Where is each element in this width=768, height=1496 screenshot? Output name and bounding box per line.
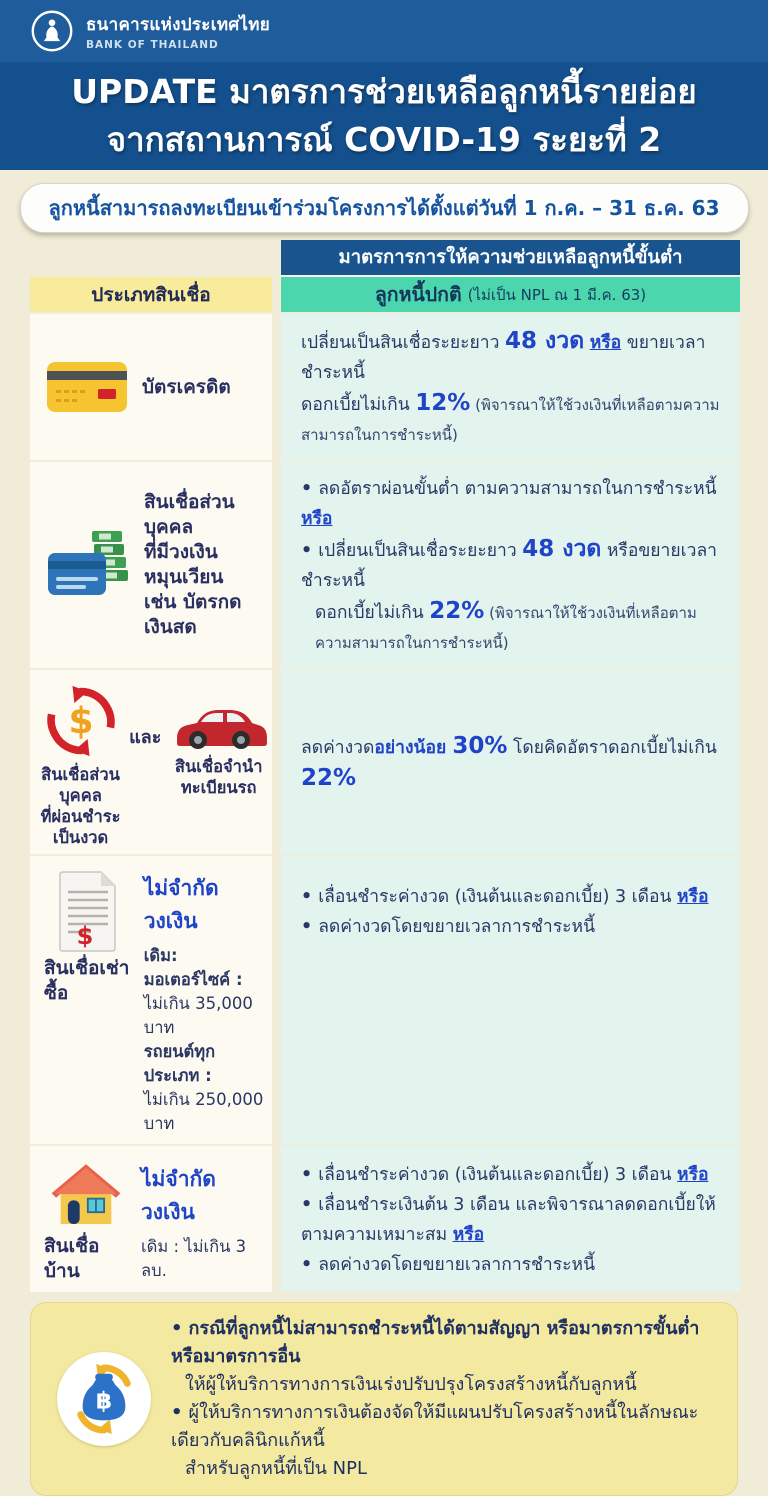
- table-corner-spacer: [30, 240, 272, 277]
- text: เลื่อนชำระค่างวด (เงินต้นและดอกเบี้ย) 3 เดือน: [318, 1165, 678, 1185]
- bullet-icon: •: [301, 917, 313, 937]
- no-credit-limit-label: ไม่จำกัดวงเงิน: [143, 876, 219, 933]
- and-connector: และ: [129, 727, 162, 748]
- hire-purchase-bullet2: [301, 912, 726, 942]
- row-hire-purchase-type: [30, 854, 272, 1144]
- revolving-measure-line3: [301, 596, 726, 658]
- page-title-line2: จากสถานการณ์ COVID-19 ระยะที่ 2: [106, 120, 662, 159]
- or-word: หรือ: [677, 1165, 709, 1185]
- text: สำหรับลูกหนี้ที่เป็น NPL: [185, 1458, 367, 1479]
- label-line: ที่ผ่อนชำระเป็นงวด: [40, 807, 121, 847]
- row-credit-card-type: [30, 312, 272, 460]
- registration-period-banner: ลูกหนี้สามารถลงทะเบียนเข้าร่วมโครงการได้ตั้งแต่วันที่ 1 ก.ค. – 31 ธ.ค. 63: [20, 183, 749, 233]
- bank-name-english: BANK OF THAILAND: [86, 39, 219, 51]
- loan-type-column-header: ประเภทสินเชื่อ: [30, 277, 272, 312]
- measures-table: [30, 240, 738, 1292]
- invoice-document-icon: [57, 870, 119, 952]
- normal-debtor-note: (ไม่เป็น NPL ณ 1 มี.ค. 63): [467, 285, 647, 304]
- text: เปลี่ยนเป็นสินเชื่อระยะยาว: [318, 541, 523, 561]
- home-loan-bullet1: [301, 1160, 726, 1190]
- loan-type-label-personal-installment: [38, 764, 123, 848]
- header-logo-band: [0, 0, 768, 62]
- text: ดอกเบี้ยไม่เกิน: [301, 395, 416, 415]
- loan-type-label-auto-title: [167, 756, 270, 798]
- measure-home-loan: [281, 1144, 740, 1292]
- text: เปลี่ยนเป็นสินเชื่อระยะยาว: [301, 333, 506, 353]
- text: ลดค่างวด: [301, 738, 375, 758]
- measure-personal-installment: [281, 668, 740, 854]
- condition-note: (พิจารณาให้ใช้วงเงินที่เหลือตามความสามารถในการชำระหนี้): [301, 396, 720, 444]
- text: โดยคิดอัตราดอกเบี้ยไม่เกิน: [507, 738, 717, 758]
- bullet-icon: •: [171, 1318, 183, 1339]
- or-word: หรือ: [452, 1225, 485, 1245]
- hire-purchase-bullet1: [301, 882, 726, 912]
- svg-text:฿: ฿: [95, 1386, 113, 1415]
- car-icon: [171, 698, 267, 750]
- cash-card-icon: [46, 527, 130, 603]
- credit-card-measure-line2: [301, 388, 726, 450]
- bullet-icon: •: [301, 479, 313, 499]
- label-line: สินเชื่อจำนำทะเบียนรถ: [174, 757, 263, 797]
- highlight-22-percent: 22%: [301, 765, 357, 791]
- or-word: หรือ: [301, 509, 333, 529]
- or-word: หรือ: [677, 887, 709, 907]
- text: เลื่อนชำระค่างวด (เงินต้นและดอกเบี้ย) 3 เดือน: [318, 887, 678, 907]
- highlight-22-percent: 22%: [429, 598, 485, 624]
- credit-card-measure-line1: [301, 326, 726, 388]
- bullet-icon: •: [301, 1195, 313, 1215]
- home-loan-bullet3: [301, 1250, 726, 1280]
- debt-restructure-moneybag-icon: [57, 1352, 151, 1446]
- text: ลดค่างวดโดยขยายเวลาการชำระหนี้: [318, 917, 596, 937]
- bullet-icon: •: [301, 1255, 313, 1275]
- previous-limit-line: ไม่เกิน 35,000 บาท: [143, 994, 253, 1037]
- label-line: สินเชื่อส่วนบุคคล: [144, 491, 235, 538]
- measure-credit-card: [281, 312, 740, 460]
- bullet-icon: •: [301, 887, 313, 907]
- svg-text:$: $: [67, 700, 94, 743]
- loan-type-label-home: สินเชื่อบ้าน: [44, 1235, 100, 1282]
- bullet-icon: •: [171, 1402, 183, 1423]
- measure-personal-revolving: [281, 460, 740, 668]
- previous-limit-line: ไม่เกิน 250,000 บาท: [143, 1090, 264, 1133]
- note-bullet2-line2: [171, 1455, 717, 1483]
- highlight-48-installments: 48 งวด: [505, 328, 585, 354]
- row-personal-revolving-type: [30, 460, 272, 668]
- title-banner: [0, 62, 768, 170]
- previous-limit-line: เดิม: มอเตอร์ไซค์ :: [143, 946, 243, 989]
- credit-card-icon: [46, 359, 128, 415]
- installment-measure-line: [301, 731, 726, 795]
- bullet-icon: •: [301, 1165, 313, 1185]
- revolving-measure-bullet2: [301, 534, 726, 596]
- bullet-icon: •: [301, 541, 313, 561]
- note-bullet1-line2: [171, 1371, 717, 1399]
- loan-type-label-credit-card: บัตรเครดิต: [142, 375, 231, 398]
- loan-type-label-hire-purchase: สินเชื่อเช่าซื้อ: [44, 957, 130, 1004]
- note-bullet1-line1: [171, 1315, 717, 1371]
- highlight-48-installments: 48 งวด: [522, 536, 602, 562]
- highlight-12-percent: 12%: [415, 390, 471, 416]
- svg-text:$: $: [76, 922, 94, 950]
- text: ดอกเบี้ยไม่เกิน: [315, 603, 430, 623]
- house-icon: [48, 1160, 124, 1230]
- refinance-dollar-icon: [44, 684, 118, 758]
- bank-name-thai: ธนาคารแห่งประเทศไทย: [86, 15, 271, 35]
- label-line: สินเชื่อส่วนบุคคล: [41, 765, 120, 805]
- loan-type-label-personal-revolving: [144, 490, 266, 640]
- text: ขยายเวลาชำระหนี้: [301, 333, 706, 383]
- bank-of-thailand-emblem-icon: [30, 9, 74, 53]
- row-personal-installment-type: [30, 668, 272, 854]
- text: เลื่อนชำระเงินต้น 3 เดือน และพิจารณาลดดอกเบี้ยให้ตามความเหมาะสม: [301, 1195, 716, 1245]
- measures-column-header: มาตรการการให้ความช่วยเหลือลูกหนี้ขั้นต่ำ: [281, 240, 740, 277]
- normal-debtor-column-header: [281, 277, 740, 312]
- previous-limit-line: เดิม : ไม่เกิน 3 ลบ.: [140, 1237, 247, 1280]
- text: ให้ผู้ให้บริการทางการเงินเร่งปรับปรุงโครงสร้างหนี้กับลูกหนี้: [185, 1374, 637, 1395]
- text: ลดอัตราผ่อนขั้นต่ำ ตามความสามารถในการชำระหนี้: [318, 479, 717, 499]
- text: ผู้ให้บริการทางการเงินต้องจัดให้มีแผนปรับโครงสร้างหนี้ในลักษณะเดียวกับคลินิกแก้หนี้: [171, 1402, 699, 1451]
- or-word: หรือ: [589, 333, 622, 353]
- condition-note: (พิจารณาให้ใช้วงเงินที่เหลือตามความสามารถในการชำระหนี้): [315, 604, 697, 652]
- highlight-30-percent: 30%: [452, 733, 508, 759]
- text: ลดค่างวดโดยขยายเวลาการชำระหนี้: [318, 1255, 596, 1275]
- previous-limit-line: รถยนต์ทุกประเภท :: [143, 1042, 216, 1085]
- label-line: ที่มีวงเงินหมุนเวียน: [144, 541, 224, 588]
- text: หรือขยายเวลาชำระหนี้: [301, 541, 717, 591]
- label-line: เช่น บัตรกดเงินสด: [144, 591, 242, 638]
- measure-hire-purchase: [281, 854, 740, 1144]
- normal-debtor-title: ลูกหนี้ปกติ: [374, 283, 462, 306]
- row-home-loan-type: [30, 1144, 272, 1292]
- text: กรณีที่ลูกหนี้ไม่สามารถชำระหนี้ได้ตามสัญญา หรือมาตรการขั้นต่ำ หรือมาตรการอื่น: [171, 1318, 700, 1367]
- no-credit-limit-label: ไม่จำกัดวงเงิน: [140, 1167, 216, 1224]
- npl-restructuring-note: [30, 1302, 738, 1496]
- page-title-line1: UPDATE มาตรการช่วยเหลือลูกหนี้รายย่อย: [71, 72, 697, 111]
- note-bullet2-line1: [171, 1399, 717, 1455]
- revolving-measure-bullet1: [301, 474, 726, 534]
- home-loan-bullet2: [301, 1190, 726, 1250]
- highlight-at-least: อย่างน้อย: [374, 738, 453, 758]
